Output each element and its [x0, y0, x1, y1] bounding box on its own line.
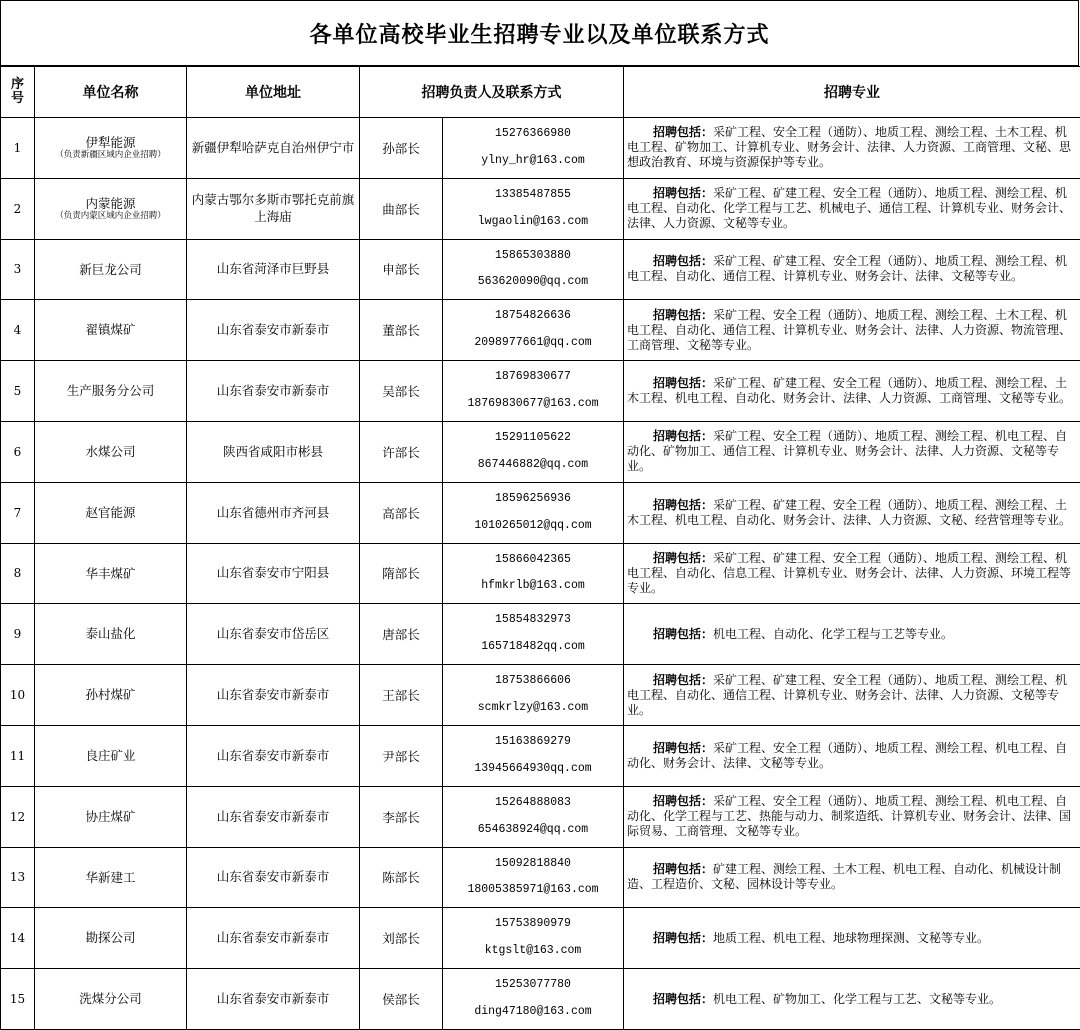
contact-phone: 15854832973 [443, 613, 623, 628]
table-row [1, 118, 1080, 179]
majors-prefix: 招聘包括： [627, 429, 713, 443]
unit-name-cell [35, 543, 187, 604]
contact-info [443, 969, 624, 1030]
majors-prefix: 招聘包括： [627, 376, 713, 390]
row-index: 14 [1, 908, 35, 969]
majors-prefix: 招聘包括： [627, 862, 713, 876]
contact-email: lwgaolin@163.com [443, 215, 623, 230]
contact-email: ktgslt@163.com [443, 944, 623, 959]
unit-name: 翟镇煤矿 [85, 322, 135, 337]
contact-person: 王部长 [360, 665, 443, 726]
header-majors: 招聘专业 [624, 67, 1080, 118]
unit-name: 伊犁能源 [85, 135, 135, 150]
unit-address: 陕西省咸阳市彬县 [187, 421, 360, 482]
unit-name: 生产服务分公司 [67, 383, 155, 398]
majors-text: 采矿工程、安全工程（通防）、地质工程、测绘工程、机电工程、自动化、矿物加工、通信工程、计算机专业、财务会计、法律、人力资源、文秘等专业。 [627, 429, 1067, 473]
contact-person: 曲部长 [360, 178, 443, 239]
unit-address: 山东省泰安市新泰市 [187, 665, 360, 726]
majors-text: 采矿工程、矿建工程、安全工程（通防）、地质工程、测绘工程、机电工程、自动化、化学工程与工艺、机械电子、通信工程、计算机专业、财务会计、法律、人力资源、文秘等专业。 [627, 186, 1071, 230]
contact-phone: 15865303880 [443, 249, 623, 264]
majors-prefix: 招聘包括： [627, 992, 713, 1006]
unit-name: 华新建工 [85, 870, 135, 885]
table-body [1, 118, 1080, 1030]
contact-email: 563620090@qq.com [443, 275, 623, 290]
contact-phone: 18753866606 [443, 674, 623, 689]
majors-text: 机电工程、矿物加工、化学工程与工艺、文秘等专业。 [713, 992, 1001, 1006]
majors-cell [624, 908, 1080, 969]
contact-email: 654638924@qq.com [443, 823, 623, 838]
contact-info [443, 847, 624, 908]
unit-name-cell [35, 482, 187, 543]
contact-info [443, 665, 624, 726]
unit-address: 山东省泰安市新泰市 [187, 908, 360, 969]
unit-name-cell [35, 969, 187, 1030]
majors-text: 采矿工程、安全工程（通防）、地质工程、测绘工程、机电工程、自动化、化学工程与工艺、热能与动力、制浆造纸、计算机专业、财务会计、法律、国际贸易、工商管理、文秘等专业。 [627, 794, 1071, 838]
majors-cell [624, 482, 1080, 543]
unit-name-cell [35, 908, 187, 969]
contact-info [443, 482, 624, 543]
contact-person: 孙部长 [360, 118, 443, 179]
contact-person: 高部长 [360, 482, 443, 543]
contact-person: 许部长 [360, 421, 443, 482]
unit-address: 山东省泰安市新泰市 [187, 847, 360, 908]
contact-phone: 15866042365 [443, 553, 623, 568]
sheet-title: 各单位高校毕业生招聘专业以及单位联系方式 [0, 0, 1079, 66]
row-index: 1 [1, 118, 35, 179]
majors-text: 采矿工程、矿建工程、安全工程（通防）、地质工程、测绘工程、机电工程、自动化、通信工程、计算机专业、财务会计、法律、文秘等专业。 [627, 254, 1067, 283]
majors-text: 机电工程、自动化、化学工程与工艺等专业。 [713, 627, 953, 641]
majors-cell [624, 118, 1080, 179]
row-index: 13 [1, 847, 35, 908]
contact-email: ding47180@163.com [443, 1005, 623, 1020]
unit-note: （负责新疆区域内企业招聘） [35, 151, 186, 160]
majors-prefix: 招聘包括： [627, 673, 713, 687]
header-address: 单位地址 [187, 67, 360, 118]
unit-name: 赵官能源 [85, 505, 135, 520]
header-index: 序号 [1, 67, 35, 118]
unit-name-cell [35, 847, 187, 908]
contact-person: 李部长 [360, 786, 443, 847]
contact-phone: 15253077780 [443, 978, 623, 993]
row-index: 3 [1, 239, 35, 300]
majors-cell [624, 421, 1080, 482]
contact-person: 侯部长 [360, 969, 443, 1030]
unit-address: 山东省泰安市新泰市 [187, 725, 360, 786]
majors-text: 采矿工程、安全工程（通防）、地质工程、测绘工程、土木工程、机电工程、自动化、通信工程、计算机专业、财务会计、法律、人力资源、物流管理、工商管理、文秘等专业。 [627, 308, 1071, 352]
contact-phone: 15092818840 [443, 857, 623, 872]
row-index: 9 [1, 604, 35, 665]
unit-name-cell [35, 604, 187, 665]
table-row [1, 847, 1080, 908]
majors-text: 地质工程、机电工程、地球物理探测、文秘等专业。 [713, 931, 989, 945]
contact-email: 1010265012@qq.com [443, 519, 623, 534]
unit-name: 泰山盐化 [85, 626, 135, 641]
majors-cell [624, 239, 1080, 300]
contact-person: 隋部长 [360, 543, 443, 604]
contact-info [443, 604, 624, 665]
row-index: 6 [1, 421, 35, 482]
contact-person: 尹部长 [360, 725, 443, 786]
table-row [1, 421, 1080, 482]
contact-phone: 18769830677 [443, 370, 623, 385]
majors-cell [624, 300, 1080, 361]
row-index: 2 [1, 178, 35, 239]
majors-text: 矿建工程、测绘工程、土木工程、机电工程、自动化、机械设计制造、工程造价、文秘、园林设计等专业。 [627, 862, 1061, 891]
unit-address: 新疆伊犁哈萨克自治州伊宁市 [187, 118, 360, 179]
row-index: 15 [1, 969, 35, 1030]
contact-info [443, 361, 624, 422]
majors-prefix: 招聘包括： [627, 741, 713, 755]
majors-prefix: 招聘包括： [627, 308, 713, 322]
contact-phone: 18754826636 [443, 309, 623, 324]
contact-info [443, 118, 624, 179]
unit-address: 山东省菏泽市巨野县 [187, 239, 360, 300]
contact-phone: 15163869279 [443, 735, 623, 750]
majors-text: 采矿工程、矿建工程、安全工程（通防）、地质工程、测绘工程、机电工程、自动化、信息工程、计算机专业、财务会计、法律、人力资源、环境工程等专业。 [627, 551, 1071, 595]
unit-name-cell [35, 786, 187, 847]
contact-person: 陈部长 [360, 847, 443, 908]
table-row [1, 725, 1080, 786]
contact-email: 867446882@qq.com [443, 458, 623, 473]
majors-prefix: 招聘包括： [627, 931, 713, 945]
unit-name: 协庄煤矿 [85, 809, 135, 824]
contact-email: 2098977661@qq.com [443, 336, 623, 351]
table-row [1, 482, 1080, 543]
majors-prefix: 招聘包括： [627, 794, 713, 808]
row-index: 12 [1, 786, 35, 847]
unit-name-cell [35, 361, 187, 422]
majors-prefix: 招聘包括： [627, 498, 713, 512]
unit-name: 勘探公司 [85, 930, 135, 945]
majors-cell [624, 786, 1080, 847]
majors-prefix: 招聘包括： [627, 186, 713, 200]
unit-note: （负责内蒙区域内企业招聘） [35, 212, 186, 221]
unit-name: 华丰煤矿 [85, 566, 135, 581]
contact-email: hfmkrlb@163.com [443, 579, 623, 594]
contact-info [443, 543, 624, 604]
header-unit-name: 单位名称 [35, 67, 187, 118]
unit-name-cell [35, 725, 187, 786]
majors-text: 采矿工程、矿建工程、安全工程（通防）、地质工程、测绘工程、土木工程、机电工程、自动化、财务会计、法律、人力资源、工商管理、文秘等专业。 [627, 376, 1071, 405]
contact-phone: 15291105622 [443, 431, 623, 446]
majors-text: 采矿工程、安全工程（通防）、地质工程、测绘工程、机电工程、自动化、财务会计、法律、文秘等专业。 [627, 741, 1067, 770]
table-row [1, 908, 1080, 969]
contact-email: scmkrlzy@163.com [443, 701, 623, 716]
header-row [1, 67, 1080, 118]
contact-person: 唐部长 [360, 604, 443, 665]
majors-text: 采矿工程、安全工程（通防）、地质工程、测绘工程、土木工程、机电工程、矿物加工、计算机专业、财务会计、法律、人力资源、工商管理、文秘、思想政治教育、环境与资源保护等专业。 [627, 125, 1071, 169]
unit-name-cell [35, 665, 187, 726]
unit-address: 山东省泰安市新泰市 [187, 786, 360, 847]
unit-address: 山东省泰安市新泰市 [187, 969, 360, 1030]
unit-name: 水煤公司 [85, 444, 135, 459]
contact-phone: 15276366980 [443, 127, 623, 142]
unit-name-cell [35, 239, 187, 300]
unit-name-cell [35, 118, 187, 179]
majors-prefix: 招聘包括： [627, 254, 713, 268]
contact-info [443, 725, 624, 786]
contact-info [443, 300, 624, 361]
majors-cell [624, 665, 1080, 726]
unit-address: 山东省泰安市新泰市 [187, 300, 360, 361]
contact-info [443, 178, 624, 239]
majors-text: 采矿工程、矿建工程、安全工程（通防）、地质工程、测绘工程、土木工程、机电工程、自动化、财务会计、法律、人力资源、文秘、经营管理等专业。 [627, 498, 1071, 527]
unit-name: 良庄矿业 [85, 748, 135, 763]
contact-person: 吴部长 [360, 361, 443, 422]
unit-name: 洗煤分公司 [79, 991, 142, 1006]
table-row [1, 300, 1080, 361]
contact-info [443, 908, 624, 969]
contact-email: 18005385971@163.com [443, 883, 623, 898]
unit-name: 内蒙能源 [85, 196, 135, 211]
majors-cell [624, 969, 1080, 1030]
majors-text: 采矿工程、矿建工程、安全工程（通防）、地质工程、测绘工程、机电工程、自动化、通信工程、计算机专业、财务会计、法律、人力资源、文秘等专业。 [627, 673, 1067, 717]
unit-name: 新巨龙公司 [79, 262, 142, 277]
contact-email: 165718482qq.com [443, 640, 623, 655]
unit-name-cell [35, 300, 187, 361]
contact-phone: 18596256936 [443, 492, 623, 507]
contact-person: 刘部长 [360, 908, 443, 969]
row-index: 4 [1, 300, 35, 361]
contact-email: 13945664930qq.com [443, 762, 623, 777]
table-row [1, 665, 1080, 726]
unit-address: 山东省泰安市岱岳区 [187, 604, 360, 665]
row-index: 11 [1, 725, 35, 786]
contact-phone: 15753890979 [443, 917, 623, 932]
unit-name-cell [35, 178, 187, 239]
majors-cell [624, 361, 1080, 422]
unit-address: 山东省泰安市新泰市 [187, 361, 360, 422]
unit-address: 内蒙古鄂尔多斯市鄂托克前旗上海庙 [187, 178, 360, 239]
majors-prefix: 招聘包括： [627, 627, 713, 641]
table-row [1, 604, 1080, 665]
contact-person: 申部长 [360, 239, 443, 300]
contact-person: 董部长 [360, 300, 443, 361]
unit-name: 孙村煤矿 [85, 687, 135, 702]
contact-phone: 13385487855 [443, 188, 623, 203]
unit-address: 山东省泰安市宁阳县 [187, 543, 360, 604]
majors-prefix: 招聘包括： [627, 125, 713, 139]
majors-cell [624, 178, 1080, 239]
contact-phone: 15264888083 [443, 796, 623, 811]
table-row [1, 239, 1080, 300]
majors-cell [624, 847, 1080, 908]
contact-email: ylny_hr@163.com [443, 154, 623, 169]
table-row [1, 543, 1080, 604]
row-index: 10 [1, 665, 35, 726]
majors-cell [624, 725, 1080, 786]
row-index: 5 [1, 361, 35, 422]
header-contact: 招聘负责人及联系方式 [360, 67, 624, 118]
table-row [1, 786, 1080, 847]
unit-name-cell [35, 421, 187, 482]
majors-cell [624, 543, 1080, 604]
unit-address: 山东省德州市齐河县 [187, 482, 360, 543]
majors-prefix: 招聘包括： [627, 551, 713, 565]
row-index: 8 [1, 543, 35, 604]
row-index: 7 [1, 482, 35, 543]
table-row [1, 969, 1080, 1030]
contact-email: 18769830677@163.com [443, 397, 623, 412]
table-row [1, 178, 1080, 239]
majors-cell [624, 604, 1080, 665]
contact-info [443, 421, 624, 482]
recruitment-table [0, 66, 1080, 1030]
table-row [1, 361, 1080, 422]
contact-info [443, 239, 624, 300]
contact-info [443, 786, 624, 847]
